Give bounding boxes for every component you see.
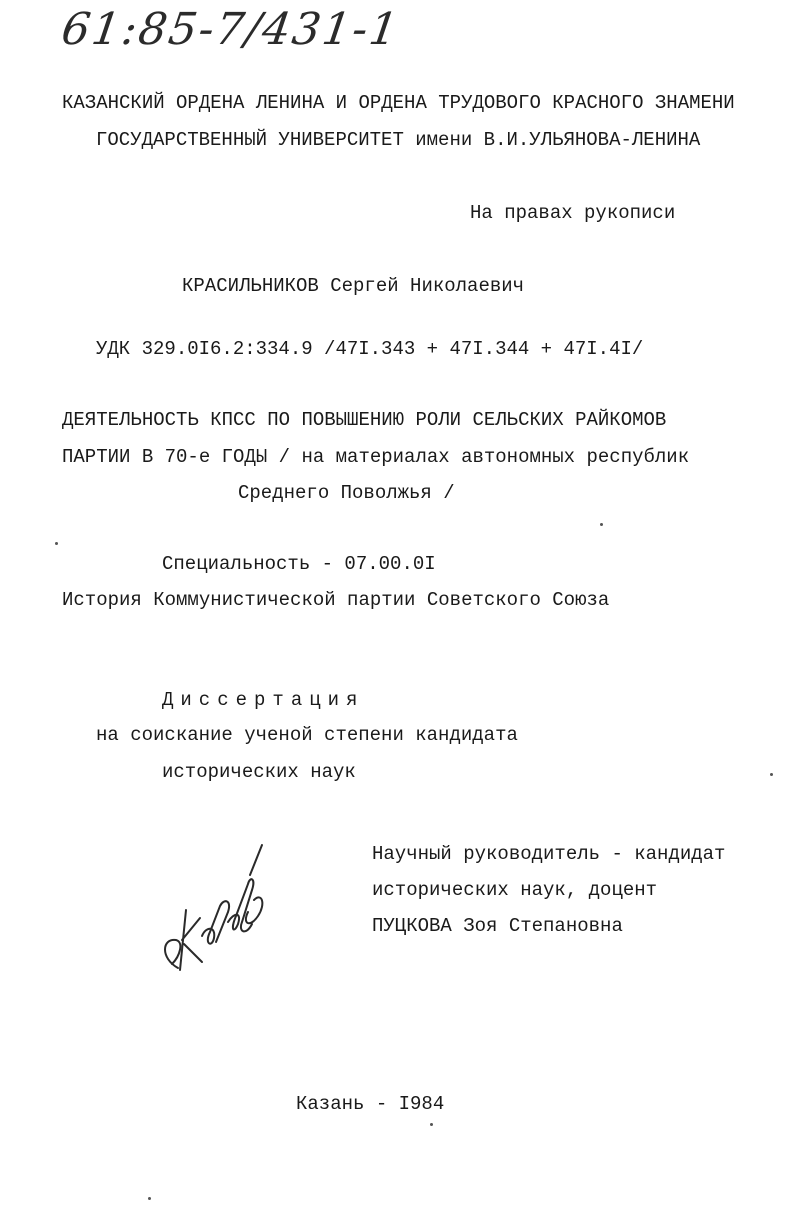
title-line-1: ДЕЯТЕЛЬНОСТЬ КПСС ПО ПОВЫШЕНИЮ РОЛИ СЕЛЬСКИХ РАЙКОМОВ [62,409,667,431]
archive-mark: 61:85-7/431-1 [58,4,403,55]
specialty-code: Специальность - 07.00.0I [162,553,436,575]
udk-code: УДК 329.0I6.2:334.9 /47I.343 + 47I.344 + 47I.4I/ [96,338,644,360]
supervisor-line-1: Научный руководитель - кандидат [372,843,726,865]
supervisor-line-3: ПУЦКОВА Зоя Степановна [372,915,623,937]
specialty-name: История Коммунистической партии Советского Союза [62,589,610,611]
handwritten-signature [150,840,280,990]
dissertation-label: Диссертация [162,689,365,711]
place-year: Казань - I984 [296,1093,445,1115]
title-line-3: Среднего Поволжья / [238,482,455,504]
dissertation-line-2: на соискание ученой степени кандидата [96,724,518,746]
author-name: КРАСИЛЬНИКОВ Сергей Николаевич [182,275,525,297]
header-line-2: ГОСУДАРСТВЕННЫЙ УНИВЕРСИТЕТ имени В.И.УЛЬЯНОВА-ЛЕНИНА [96,129,701,151]
speck [600,523,603,526]
speck [148,1197,151,1200]
manuscript-note: На правах рукописи [470,202,676,224]
header-line-1: КАЗАНСКИЙ ОРДЕНА ЛЕНИНА И ОРДЕНА ТРУДОВОГО КРАСНОГО ЗНАМЕНИ [62,92,735,114]
supervisor-line-2: исторических наук, доцент [372,879,658,901]
dissertation-line-3: исторических наук [162,761,356,783]
title-line-2: ПАРТИИ В 70-е ГОДЫ / на материалах автономных республик [62,446,690,468]
speck [430,1123,433,1126]
speck [770,773,773,776]
speck [55,542,58,545]
